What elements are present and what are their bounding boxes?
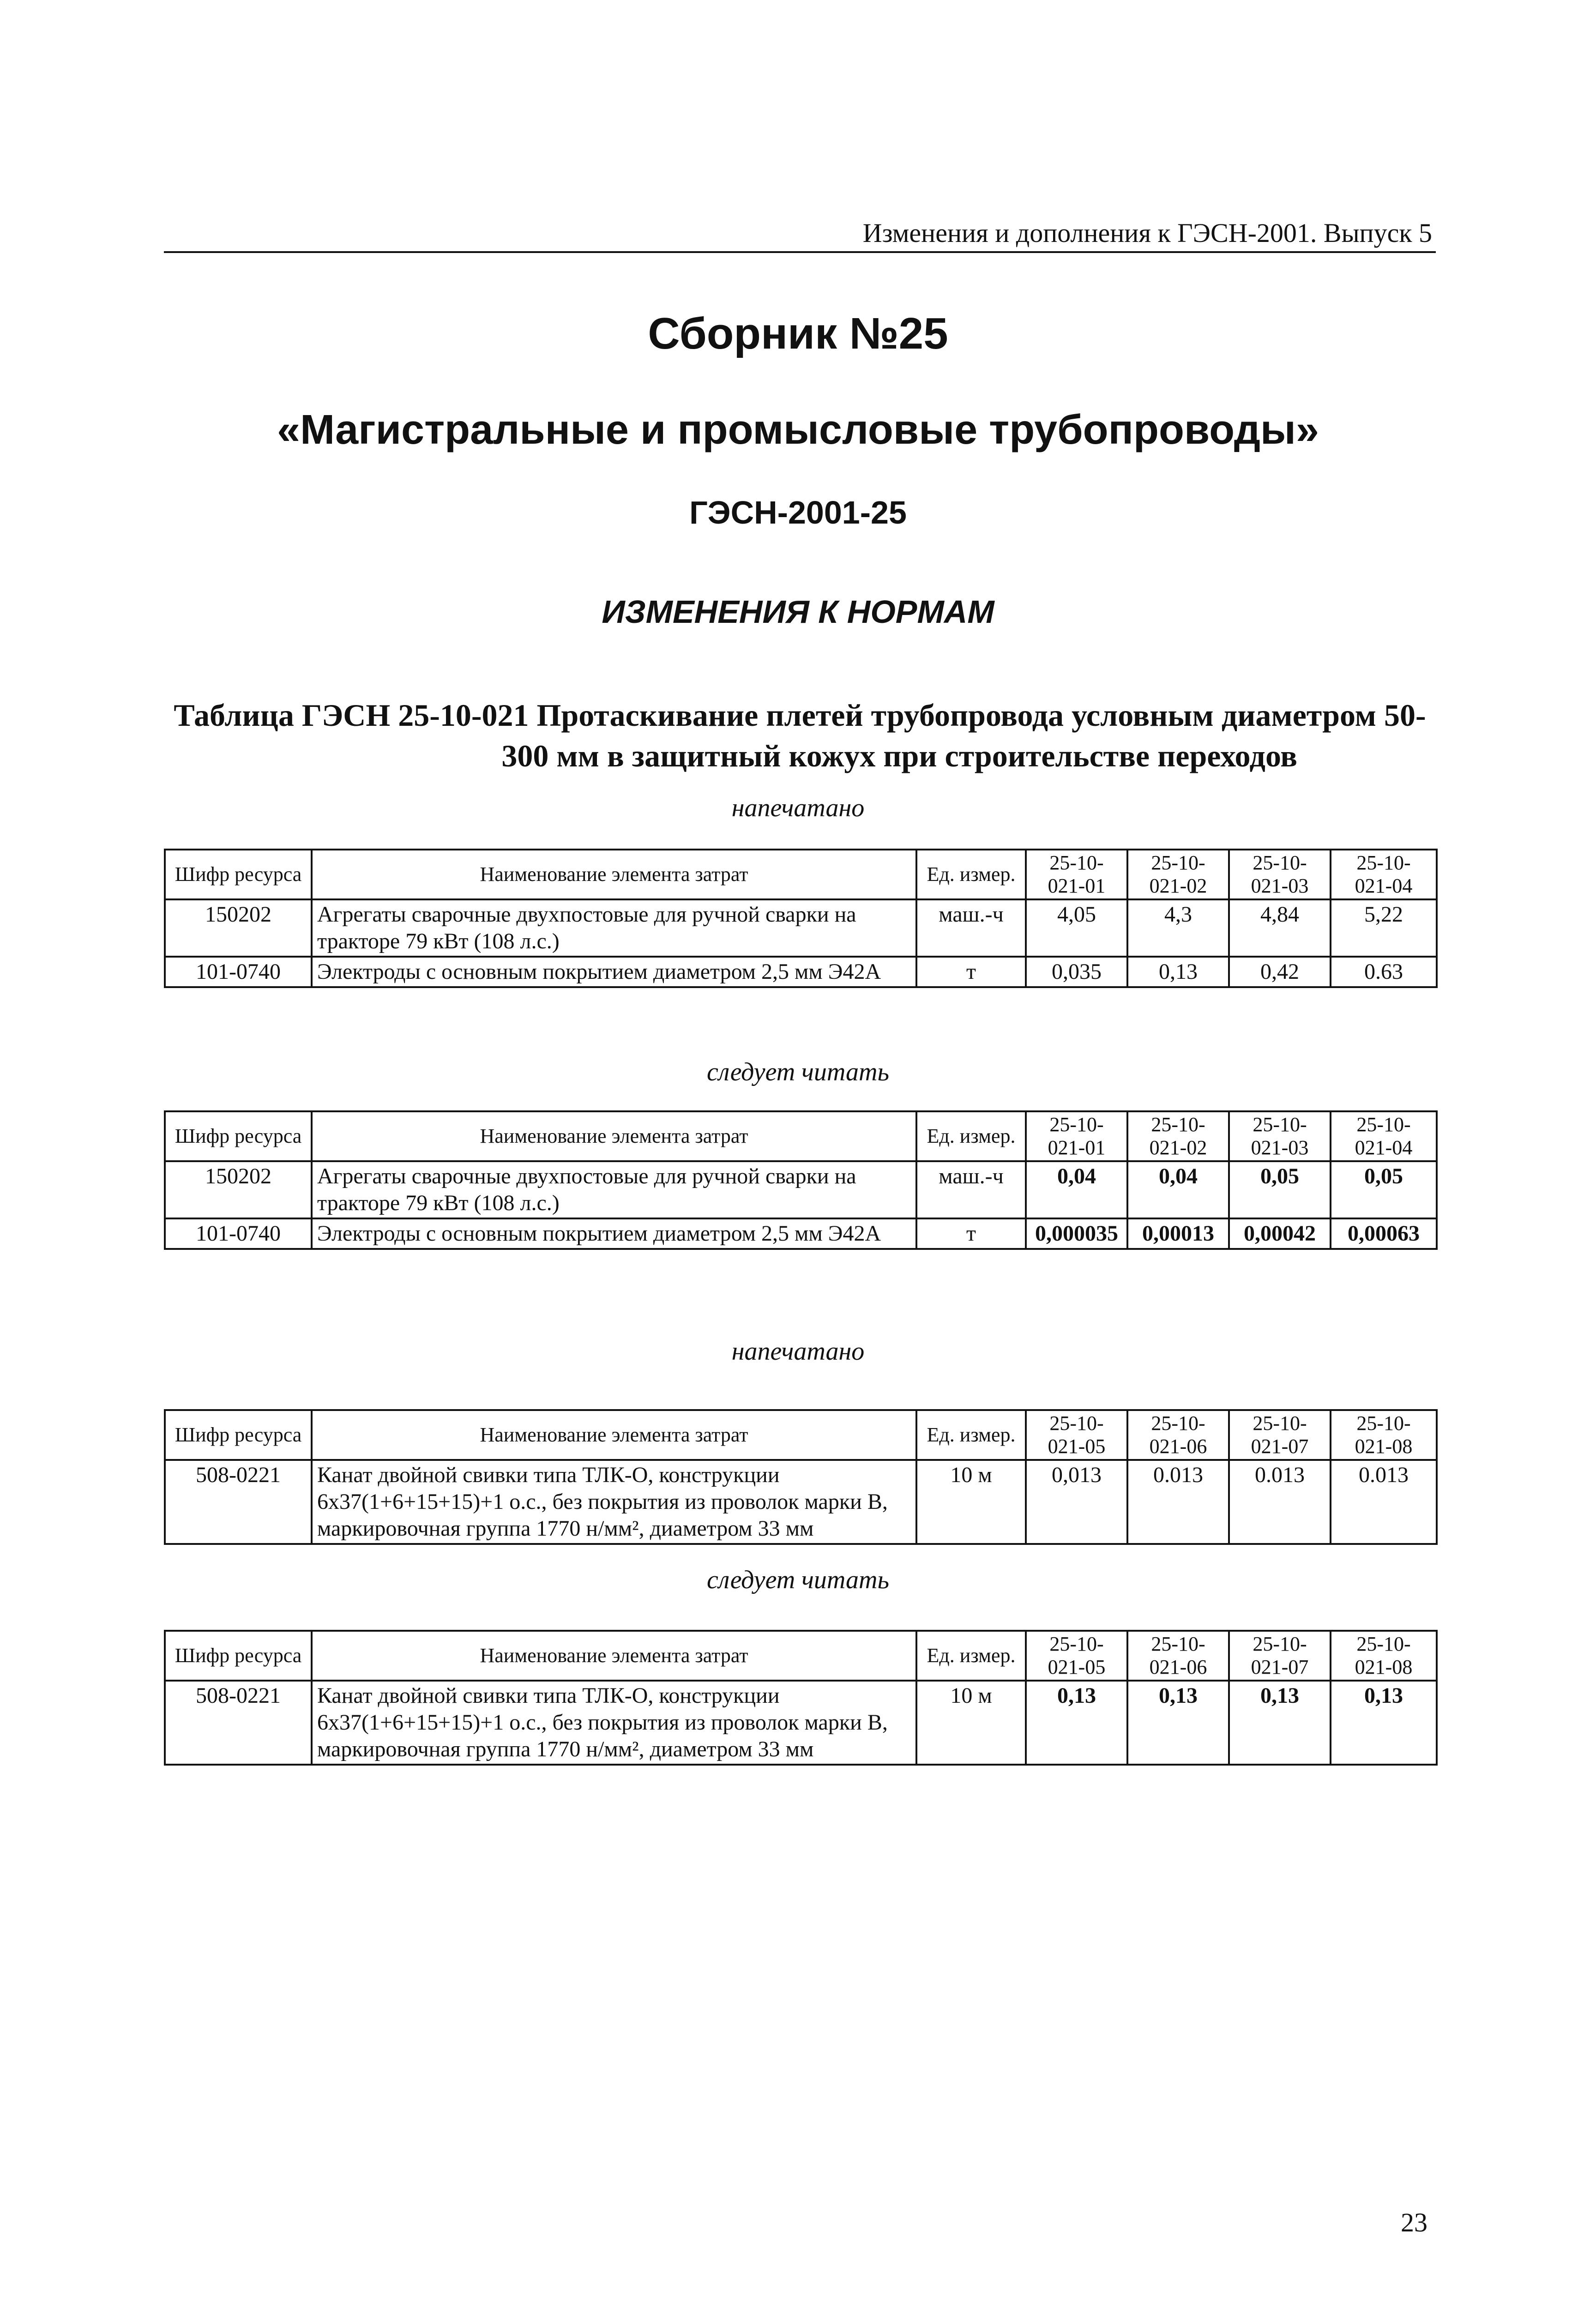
cell-value: 0,00013 <box>1127 1218 1229 1249</box>
page-number: 23 <box>1401 2207 1427 2237</box>
cell-value: 0,13 <box>1229 1681 1331 1765</box>
standard-code: ГЭСН-2001-25 <box>689 494 907 531</box>
header-norm-03: 25-10- 021-03 <box>1229 1111 1331 1161</box>
table-caption-line-1: Таблица ГЭСН 25-10-021 Протаскивание плетей трубопровода условным диаметром 50- <box>174 698 1426 733</box>
table-header-row <box>165 1410 1437 1460</box>
cell-value: 0,13 <box>1127 1681 1229 1765</box>
cell-value: 0,42 <box>1229 957 1331 987</box>
cell-unit: т <box>916 1218 1026 1249</box>
cell-code: 150202 <box>165 899 312 957</box>
collection-subtitle: «Магистральные и промысловые трубопроводы» <box>277 407 1319 453</box>
header-name: Наименование элемента затрат <box>312 1631 916 1681</box>
header-norm-07: 25-10- 021-07 <box>1229 1410 1331 1460</box>
cell-value: 0.63 <box>1331 957 1437 987</box>
table-header-row <box>165 1111 1437 1161</box>
header-norm-08: 25-10- 021-08 <box>1331 1410 1437 1460</box>
header-norm-02: 25-10- 021-02 <box>1127 850 1229 899</box>
header-norm-06: 25-10- 021-06 <box>1127 1631 1229 1681</box>
header-norm-05: 25-10- 021-05 <box>1026 1410 1127 1460</box>
header-norm-02: 25-10- 021-02 <box>1127 1111 1229 1161</box>
table-header-row <box>165 850 1437 899</box>
norms-table-printed-2 <box>164 1409 1438 1545</box>
header-name: Наименование элемента затрат <box>312 850 916 899</box>
norms-table-corrected-2 <box>164 1630 1438 1766</box>
cell-code: 150202 <box>165 1161 312 1218</box>
cell-value: 0,04 <box>1026 1161 1127 1218</box>
cell-code: 101-0740 <box>165 1218 312 1249</box>
table-caption-line-2: 300 мм в защитный кожух при строительстве переходов <box>501 738 1297 773</box>
norms-table-printed-1 <box>164 849 1438 988</box>
table-row <box>165 1218 1437 1249</box>
header-norm-01: 25-10- 021-01 <box>1026 850 1127 899</box>
cell-unit: маш.-ч <box>916 899 1026 957</box>
cell-name: Агрегаты сварочные двухпостовые для ручной сварки на тракторе 79 кВт (108 л.с.) <box>312 899 916 957</box>
norms-table-corrected-1 <box>164 1110 1438 1250</box>
header-norm-07: 25-10- 021-07 <box>1229 1631 1331 1681</box>
cell-value: 0,13 <box>1331 1681 1437 1765</box>
table-header-row <box>165 1631 1437 1681</box>
table-caption <box>164 695 1436 776</box>
header-unit: Ед. измер. <box>916 850 1026 899</box>
label-printed-2: напечатано <box>731 1337 865 1366</box>
cell-name: Электроды с основным покрытием диаметром 2,5 мм Э42А <box>312 1218 916 1249</box>
header-norm-05: 25-10- 021-05 <box>1026 1631 1127 1681</box>
cell-value: 0.013 <box>1331 1460 1437 1544</box>
header-norm-04: 25-10- 021-04 <box>1331 850 1437 899</box>
cell-name: Канат двойной свивки типа ТЛК-О, конструкции 6х37(1+6+15+15)+1 о.с., без покрытия из проволок марки В, маркировочная группа 1770 н/мм², диаметром 33 мм <box>312 1681 916 1765</box>
cell-code: 101-0740 <box>165 957 312 987</box>
header-unit: Ед. измер. <box>916 1410 1026 1460</box>
cell-value: 4,84 <box>1229 899 1331 957</box>
cell-name: Агрегаты сварочные двухпостовые для ручной сварки на тракторе 79 кВт (108 л.с.) <box>312 1161 916 1218</box>
running-header-text: Изменения и дополнения к ГЭСН-2001. Выпуск 5 <box>862 218 1432 248</box>
cell-code: 508-0221 <box>165 1681 312 1765</box>
cell-value: 0,00063 <box>1331 1218 1437 1249</box>
header-unit: Ед. измер. <box>916 1631 1026 1681</box>
label-read-2: следует читать <box>707 1566 889 1594</box>
header-norm-08: 25-10- 021-08 <box>1331 1631 1437 1681</box>
header-name: Наименование элемента затрат <box>312 1410 916 1460</box>
cell-value: 0.013 <box>1127 1460 1229 1544</box>
header-code: Шифр ресурса <box>165 1111 312 1161</box>
cell-code: 508-0221 <box>165 1460 312 1544</box>
table-row <box>165 1161 1437 1218</box>
header-code: Шифр ресурса <box>165 850 312 899</box>
collection-title: Сборник №25 <box>648 309 948 358</box>
cell-value: 0,00042 <box>1229 1218 1331 1249</box>
cell-value: 5,22 <box>1331 899 1437 957</box>
cell-value: 4,05 <box>1026 899 1127 957</box>
cell-value: 0,035 <box>1026 957 1127 987</box>
cell-name: Канат двойной свивки типа ТЛК-О, конструкции 6х37(1+6+15+15)+1 о.с., без покрытия из проволок марки В, маркировочная группа 1770 н/мм², диаметром 33 мм <box>312 1460 916 1544</box>
header-name: Наименование элемента затрат <box>312 1111 916 1161</box>
header-code: Шифр ресурса <box>165 1410 312 1460</box>
cell-value: 0,000035 <box>1026 1218 1127 1249</box>
cell-value: 0,13 <box>1127 957 1229 987</box>
cell-unit: 10 м <box>916 1681 1026 1765</box>
header-norm-04: 25-10- 021-04 <box>1331 1111 1437 1161</box>
cell-name: Электроды с основным покрытием диаметром 2,5 мм Э42А <box>312 957 916 987</box>
header-unit: Ед. измер. <box>916 1111 1026 1161</box>
cell-value: 0.013 <box>1229 1460 1331 1544</box>
cell-value: 0,05 <box>1229 1161 1331 1218</box>
header-norm-03: 25-10- 021-03 <box>1229 850 1331 899</box>
table-row <box>165 899 1437 957</box>
running-header <box>164 216 1436 253</box>
table-row <box>165 957 1437 987</box>
header-norm-06: 25-10- 021-06 <box>1127 1410 1229 1460</box>
cell-value: 0,013 <box>1026 1460 1127 1544</box>
table-row <box>165 1681 1437 1765</box>
label-printed-1: напечатано <box>731 794 865 822</box>
header-norm-01: 25-10- 021-01 <box>1026 1111 1127 1161</box>
cell-value: 0,13 <box>1026 1681 1127 1765</box>
header-code: Шифр ресурса <box>165 1631 312 1681</box>
cell-value: 0,04 <box>1127 1161 1229 1218</box>
cell-unit: т <box>916 957 1026 987</box>
section-heading: ИЗМЕНЕНИЯ К НОРМАМ <box>602 594 994 630</box>
cell-unit: 10 м <box>916 1460 1026 1544</box>
label-read-1: следует читать <box>707 1058 889 1086</box>
cell-value: 4,3 <box>1127 899 1229 957</box>
table-row <box>165 1460 1437 1544</box>
cell-value: 0,05 <box>1331 1161 1437 1218</box>
cell-unit: маш.-ч <box>916 1161 1026 1218</box>
